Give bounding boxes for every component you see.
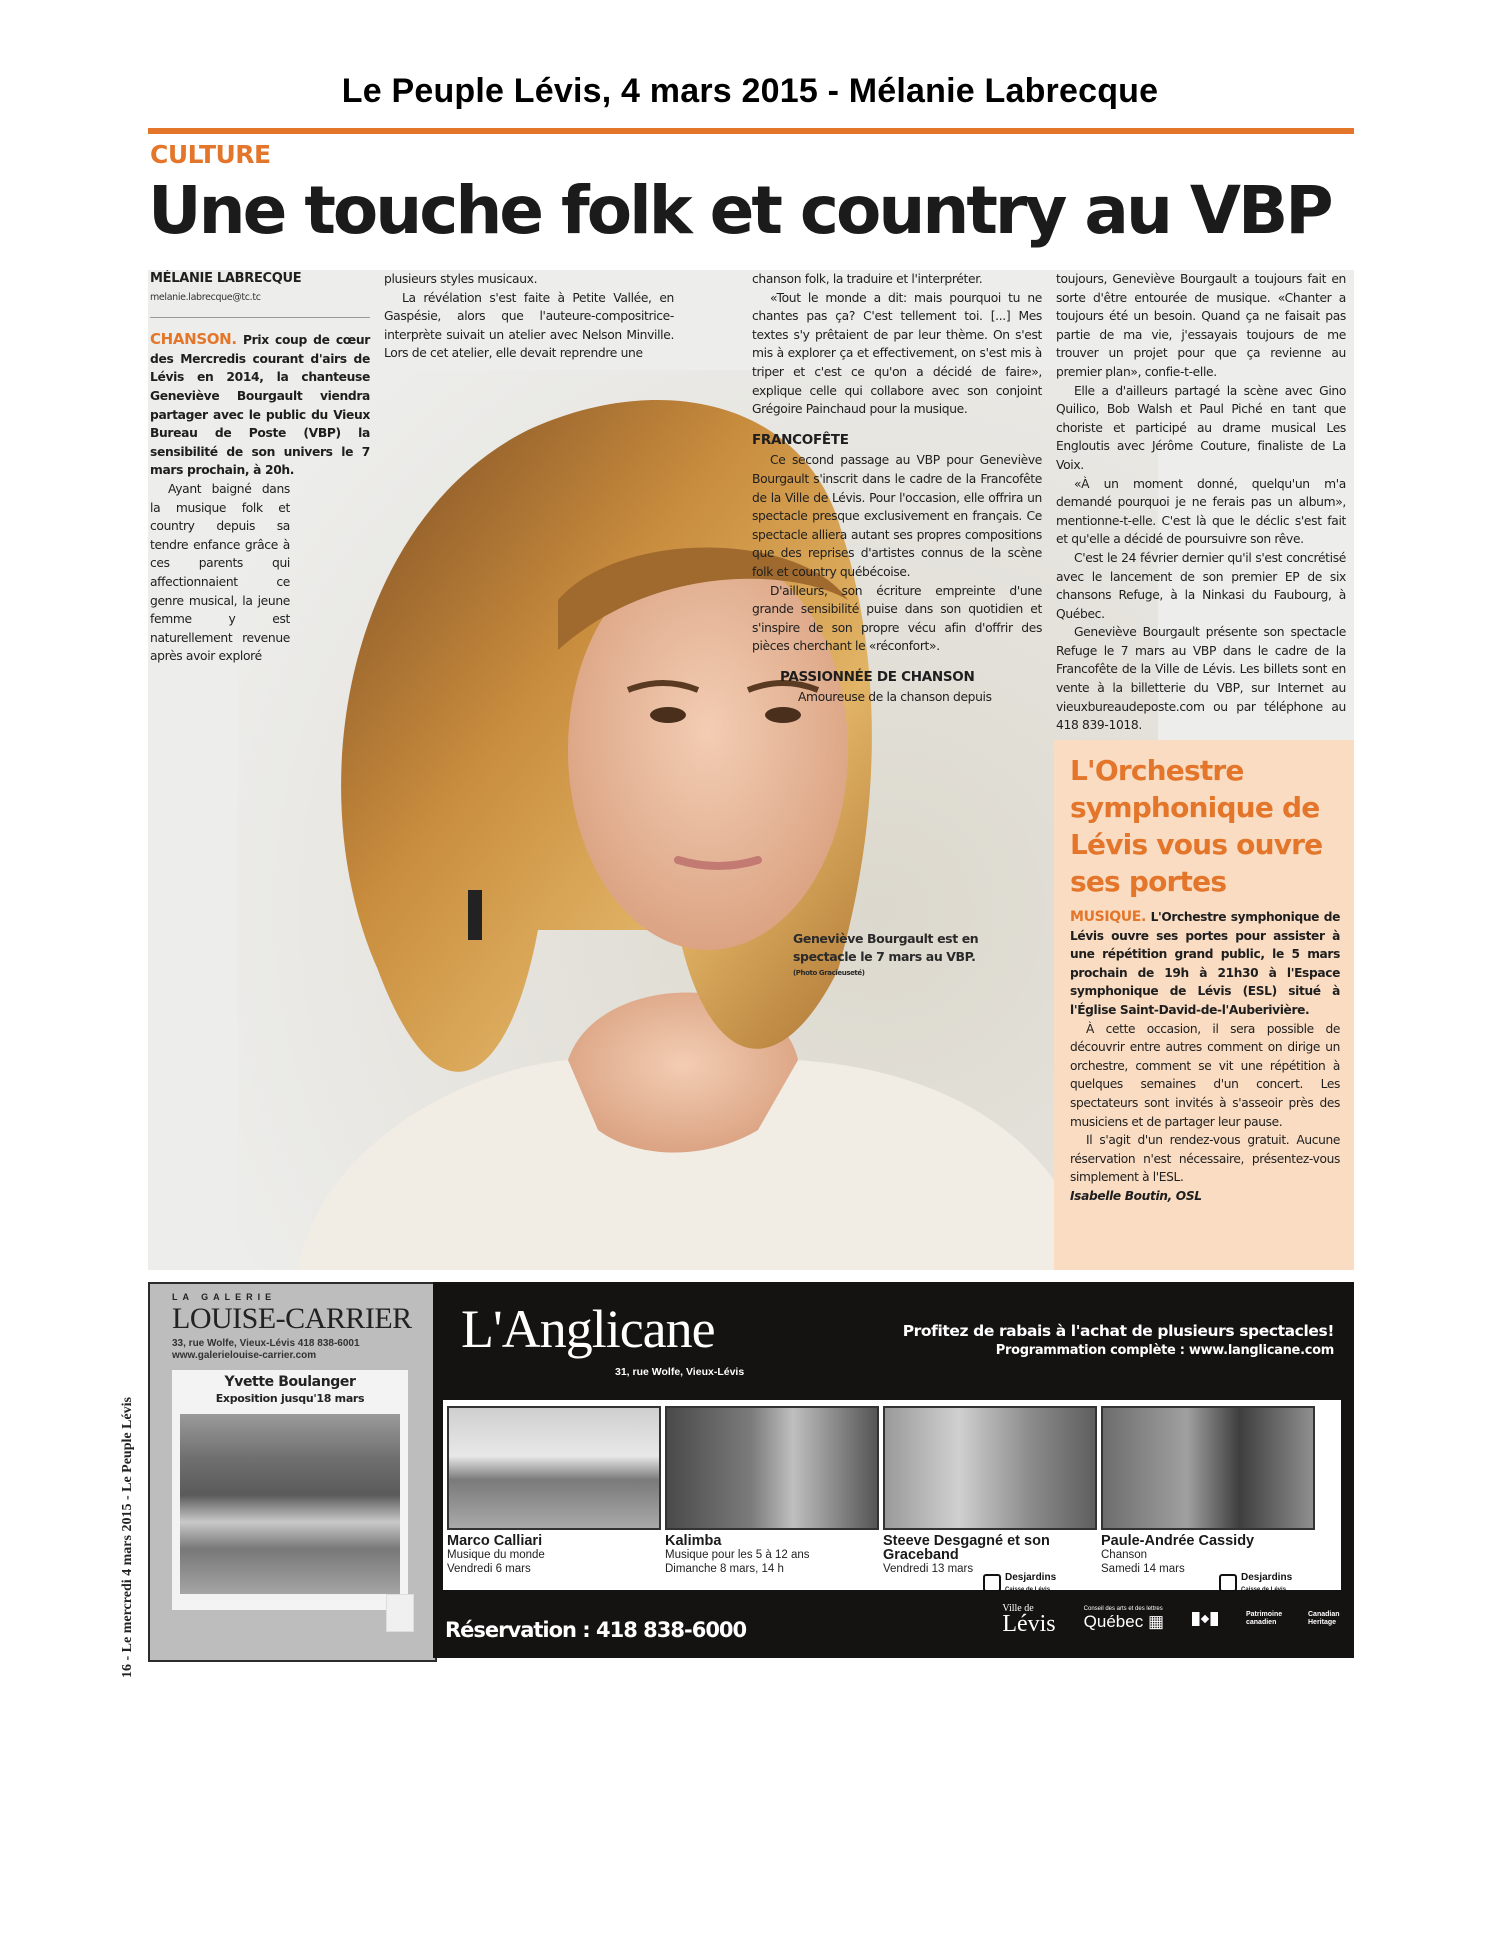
ad-galerie-louise-carrier[interactable] — [148, 1282, 437, 1662]
paragraph: Il s'agit d'un rendez-vous gratuit. Aucune réservation n'est nécessaire, présentez-vous simplement à l'ESL. — [1070, 1133, 1340, 1185]
show-card[interactable] — [1101, 1406, 1313, 1576]
canada-flag-icon — [1192, 1612, 1218, 1626]
quebec-label: Québec — [1083, 1612, 1144, 1631]
quebec-flag-icon: ▦ — [1147, 1612, 1164, 1631]
sponsor-logos — [1002, 1603, 1342, 1637]
exhibition-dates: Exposition jusqu'18 mars — [215, 1392, 365, 1405]
promo-text: Profitez de rabais à l'achat de plusieurs spectacles! — [902, 1322, 1334, 1340]
sidebar-tag: MUSIQUE. — [1070, 909, 1146, 925]
desjardins-icon — [1219, 1574, 1237, 1592]
show-genre: Chanson — [1101, 1549, 1148, 1561]
sidebar-article — [1054, 740, 1354, 1270]
desjardins-label: Desjardins — [1241, 1572, 1293, 1583]
shows-panel — [443, 1400, 1341, 1593]
document-title: Le Peuple Lévis, 4 mars 2015 - Mélanie Labrecque — [341, 72, 1159, 110]
paragraph: Amoureuse de la chanson depuis — [798, 690, 992, 705]
levis-small: Ville de — [1002, 1603, 1034, 1614]
lead-tag: CHANSON. — [150, 330, 237, 349]
galerie-website[interactable]: www.galerielouise-carrier.com — [172, 1350, 317, 1361]
show-card[interactable] — [883, 1406, 1095, 1576]
anglicane-promo — [903, 1322, 1334, 1358]
show-date: Dimanche 8 mars, 14 h — [665, 1563, 784, 1575]
paragraph: À cette occasion, il sera possible de découvrir entre autres comment on dirige un orchestre, comment se vit une répétition à quelques semaines d'un concert. Les spectateurs sont invités à s'asseoir près des musiciens et de partager leur pause. — [1070, 1021, 1340, 1129]
lead-text: Prix coup de cœur des Mercredis courant d'airs de Lévis en 2014, la chanteuse Geneviève Bourgault viendra partager avec le public du Vieux Bureau de Poste (VBP) la sensibilité de son univers le 7 mars prochain, à 20h. — [150, 333, 370, 478]
article-body — [148, 270, 1354, 1270]
subhead-francofete: FRANCOFÊTE — [752, 431, 849, 448]
sidebar-headline: L'Orchestre symphonique de Lévis vous ouvre ses portes — [1070, 754, 1323, 898]
author-email[interactable]: melanie.labrecque@tc.tc — [150, 291, 261, 303]
column-3 — [752, 270, 1042, 707]
subhead-passionnee: PASSIONNÉE DE CHANSON — [780, 668, 975, 685]
galerie-contact — [172, 1338, 360, 1362]
column-1 — [150, 270, 370, 666]
reservation-phone[interactable]: Réservation : 418 838-6000 — [445, 1618, 747, 1642]
photo-credit: (Photo Gracieuseté) — [793, 969, 865, 977]
program-link[interactable]: Programmation complète : www.langlicane.com — [995, 1343, 1334, 1358]
paragraph: La révélation s'est faite à Petite Vallée, en Gaspésie, alors que l'auteure-compositrice-interprète suivait un atelier avec Nelson Minville. Lors de cet atelier, elle devait reprendre une — [384, 290, 674, 361]
paragraph: «À un moment donné, quelqu'un m'a demandé pourquoi je ne ferais pas un album», mentionne-t-elle. C'est là que le déclic s'est fait et qu'elle a décidé de poursuivre son rêve. — [1056, 476, 1346, 547]
show-name: Marco Calliari — [447, 1533, 543, 1549]
show-name: Paule-Andrée Cassidy — [1101, 1533, 1255, 1549]
show-photo — [883, 1406, 1097, 1530]
levis-label: Lévis — [1002, 1611, 1056, 1637]
sponsor-quebec — [1084, 1606, 1164, 1632]
show-genre: Musique pour les 5 à 12 ans — [665, 1549, 810, 1561]
photo-caption — [793, 930, 993, 980]
section-rule — [148, 128, 1354, 134]
sponsor-desjardins — [983, 1572, 1056, 1594]
paragraph: plusieurs styles musicaux. — [384, 272, 538, 286]
paragraph: C'est le 24 février dernier qu'il s'est concrétisé avec le lancement de son premier EP de six chansons Refuge, à la Ninkasi du Faubourg, à Québec. — [1056, 550, 1346, 621]
show-photo — [665, 1406, 879, 1530]
paragraph: Geneviève Bourgault présente son spectacle Refuge le 7 mars au VBP dans le cadre de la Francofête de la Ville de Lévis. Les billets sont en vente à la billetterie du VBP, sur Internet au vieuxbureaudeposte.com ou par téléphone au 418 839-1018. — [1056, 625, 1346, 733]
column-4 — [1056, 270, 1346, 735]
desjardins-icon — [983, 1574, 1001, 1592]
sidebar-signature: Isabelle Boutin, OSL — [1070, 1188, 1202, 1203]
show-photo — [447, 1406, 661, 1530]
cultural-logo-icon — [386, 1594, 414, 1632]
show-date: Samedi 14 mars — [1101, 1563, 1185, 1575]
paragraph: chanson folk, la traduire et l'interpréter. — [752, 272, 983, 286]
desjardins-label: Desjardins — [1005, 1572, 1057, 1583]
section-label: CULTURE — [150, 140, 271, 169]
sponsor-desjardins — [1219, 1572, 1292, 1594]
paragraph: Elle a d'ailleurs partagé la scène avec Gino Quilico, Bob Walsh et Paul Piché en tant que choriste et participé au drame musical Les Engloutis avec Jérôme Couture, finaliste de La Voix. — [1056, 383, 1346, 472]
ad-anglicane[interactable] — [433, 1282, 1354, 1658]
show-card[interactable] — [447, 1406, 659, 1576]
show-genre: Musique du monde — [447, 1549, 545, 1561]
anglicane-logo: L'Anglicane — [461, 1299, 715, 1359]
show-name: Kalimba — [665, 1533, 722, 1549]
author-name: MÉLANIE LABRECQUE — [150, 271, 302, 286]
sponsor-patrimoine: Patrimoine canadien — [1246, 1611, 1283, 1626]
anglicane-address: 31, rue Wolfe, Vieux-Lévis — [615, 1366, 745, 1378]
caption-text: Geneviève Bourgault est en spectacle le 7 mars au VBP. — [793, 931, 979, 964]
sidebar-lead — [1070, 908, 1340, 1020]
exhibition-artist: Yvette Boulanger — [224, 1374, 356, 1390]
lead-paragraph — [150, 330, 370, 480]
paragraph: Ayant baigné dans la musique folk et country depuis sa tendre enfance grâce à ces parents qui affectionnaient ce genre musical, la jeune femme y est naturellement revenue après avoir exploré — [150, 481, 290, 664]
show-photo — [1101, 1406, 1315, 1530]
galerie-label: LA GALERIE — [172, 1292, 277, 1302]
paragraph: toujours, Geneviève Bourgault a toujours fait en sorte d'être entourée de musique. «Chanter a toujours été un besoin. Quand ça ne faisait pas partie de ma vie, j'essayais toujours de me trouver un projet pour que ça revienne au premier plan», confie-t-elle. — [1056, 272, 1346, 379]
desjardins-sub: Caisse de Lévis — [1241, 1587, 1287, 1593]
painting-image — [180, 1414, 400, 1594]
galerie-address: 33, rue Wolfe, Vieux-Lévis 418 838-6001 — [172, 1338, 360, 1349]
divider — [150, 317, 370, 318]
paragraph: «Tout le monde a dit: mais pourquoi tu ne chantes pas ça? C'est tellement toi. [...] Mes textes s'y prêtaient de par leur thème. On s'est mis à explorer ça et effectivement, on s'est mis à triper et c'est ce qu'on a décidé de faire», explique celle qui collabore avec son conjoint Grégoire Painchaud pour la musique. — [752, 290, 1042, 417]
paragraph: D'ailleurs, son écriture empreinte d'une grande sensibilité puise dans son quotidien et s'inspire de son propre vécu afin d'offrir des pièces cherchant le «réconfort». — [752, 583, 1042, 654]
show-date: Vendredi 13 mars — [883, 1563, 974, 1575]
paragraph: Ce second passage au VBP pour Geneviève Bourgault s'inscrit dans le cadre de la Francofête de la Ville de Lévis. Pour l'occasion, elle offrira un spectacle presque exclusivement en français. Ce spectacle alliera autant ses propres compositions que des reprises d'artistes connus de la scène folk et country québécoise. — [752, 453, 1042, 579]
quebec-small: Conseil des arts et des lettres — [1083, 1606, 1163, 1612]
article-headline: Une touche folk et country au VBP — [148, 172, 1331, 249]
show-date: Vendredi 6 mars — [447, 1563, 531, 1575]
sponsor-ville-levis — [1002, 1603, 1056, 1637]
page-folio: 16 - Le mercredi 4 mars 2015 - Le Peuple Lévis — [120, 1397, 135, 1678]
show-card[interactable] — [665, 1406, 877, 1576]
galerie-name: LOUISE-CARRIER — [172, 1302, 412, 1335]
sidebar-body — [1070, 908, 1340, 1206]
show-name: Steeve Desgagné et son Graceband — [883, 1533, 1050, 1563]
desjardins-sub: Caisse de Lévis — [1005, 1587, 1051, 1593]
column-2 — [384, 270, 674, 363]
sidebar-lead-text: L'Orchestre symphonique de Lévis ouvre ses portes pour assister à une répétition grand public, le 5 mars prochain de 19h à 21h30 à l'Espace symphonique de Lévis (ESL) situé à l'Église Saint-David-de-l'Auberivière. — [1070, 910, 1340, 1017]
sponsor-heritage: Canadian Heritage — [1308, 1611, 1340, 1626]
exhibition-card — [172, 1370, 408, 1610]
